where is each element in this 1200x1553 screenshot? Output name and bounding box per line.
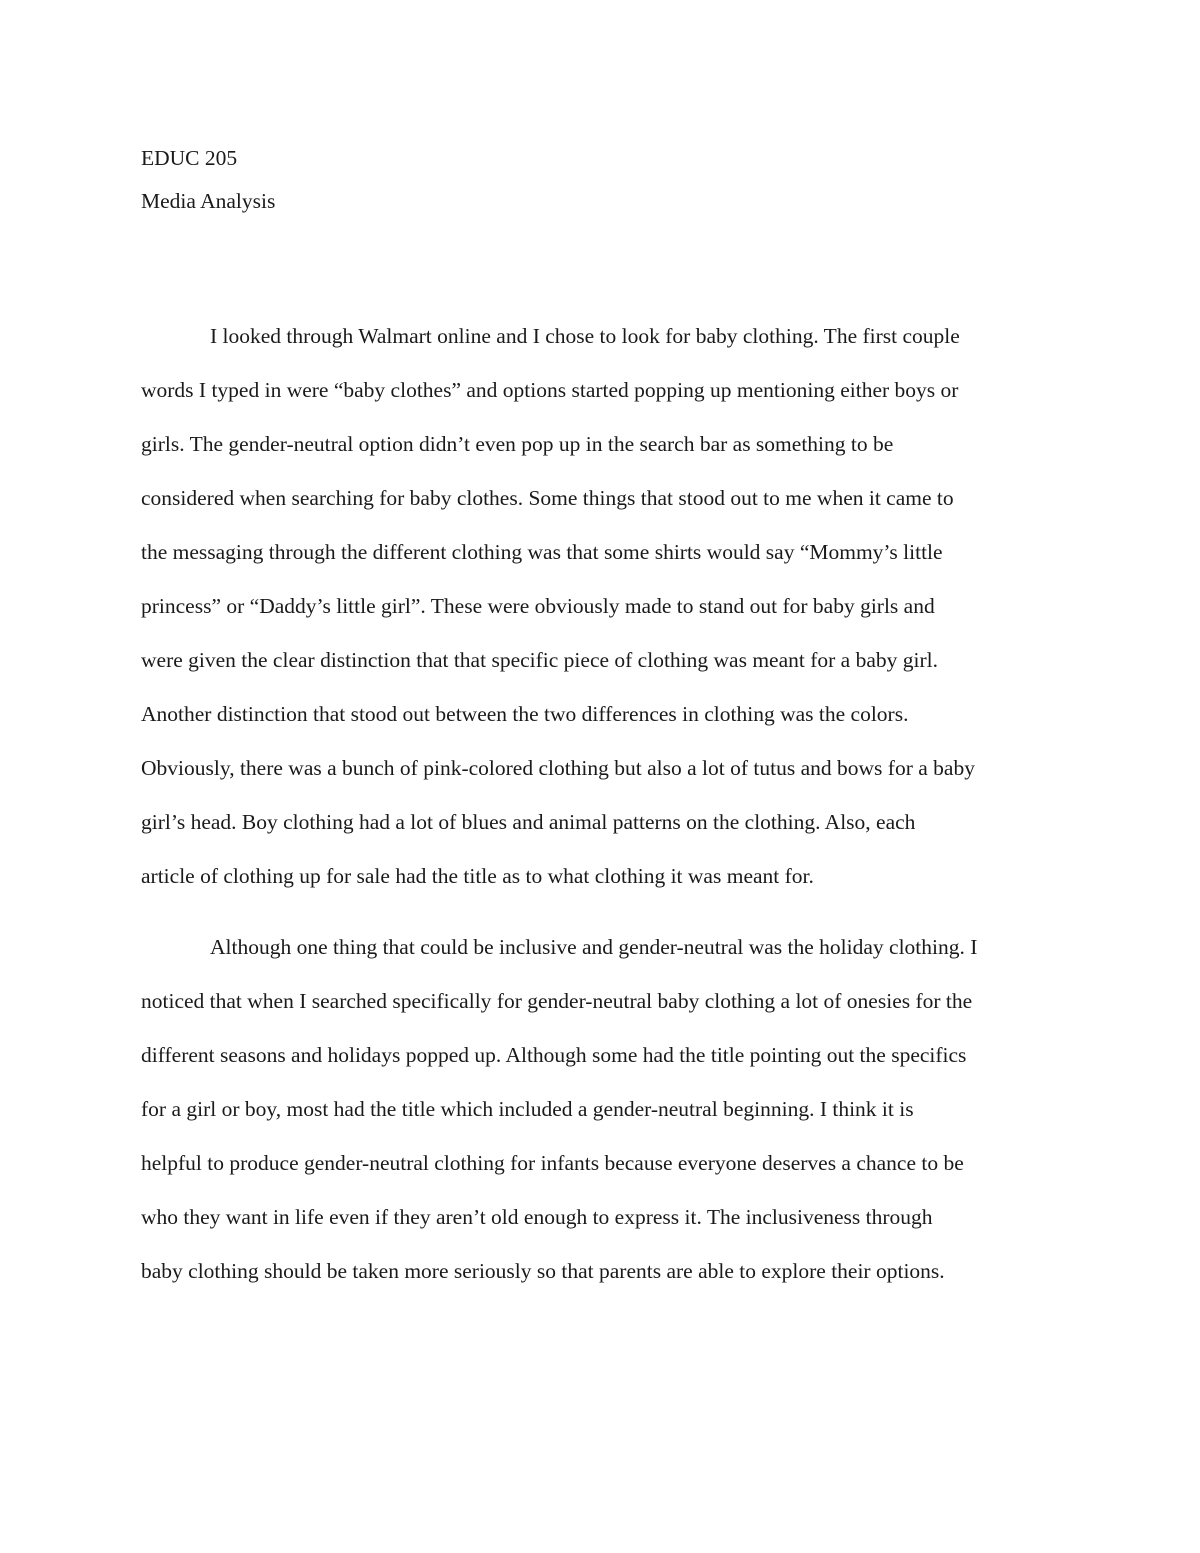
paragraph-line: for a girl or boy, most had the title which included a gender-neutral beginning. I think it is (141, 1097, 914, 1121)
paragraph-line: Obviously, there was a bunch of pink-colored clothing but also a lot of tutus and bows for a baby (141, 756, 975, 780)
course-code: EDUC 205 (141, 146, 238, 170)
paragraph-line: words I typed in were “baby clothes” and options started popping up mentioning either boys or (141, 378, 959, 402)
document-title: Media Analysis (141, 189, 276, 213)
paragraph-line: noticed that when I searched specifically for gender-neutral baby clothing a lot of onesies for the (141, 989, 973, 1013)
paragraph-line: princess” or “Daddy’s little girl”. These were obviously made to stand out for baby girls and (141, 594, 935, 618)
paragraph-line: who they want in life even if they aren’t old enough to express it. The inclusiveness through (141, 1205, 933, 1229)
paragraph-line: helpful to produce gender-neutral clothing for infants because everyone deserves a chance to be (141, 1151, 964, 1175)
paragraph-line: girls. The gender-neutral option didn’t even pop up in the search bar as something to be (141, 432, 894, 456)
paragraph-line: were given the clear distinction that that specific piece of clothing was meant for a baby girl. (141, 648, 939, 672)
paragraph-line: different seasons and holidays popped up. Although some had the title pointing out the specifics (141, 1043, 967, 1067)
paragraph-line: baby clothing should be taken more seriously so that parents are able to explore their options. (141, 1259, 945, 1283)
paragraph-line: considered when searching for baby clothes. Some things that stood out to me when it came to (141, 486, 954, 510)
paragraph-line: Another distinction that stood out between the two differences in clothing was the colors. (141, 702, 909, 726)
paragraph-line: girl’s head. Boy clothing had a lot of blues and animal patterns on the clothing. Also, each (141, 810, 916, 834)
paragraph-line: Although one thing that could be inclusive and gender-neutral was the holiday clothing. I (210, 935, 978, 959)
paragraph-line: article of clothing up for sale had the title as to what clothing it was meant for. (141, 864, 814, 888)
paragraph-line: the messaging through the different clothing was that some shirts would say “Mommy’s little (141, 540, 943, 564)
paragraph-line: I looked through Walmart online and I chose to look for baby clothing. The first couple (210, 324, 960, 348)
